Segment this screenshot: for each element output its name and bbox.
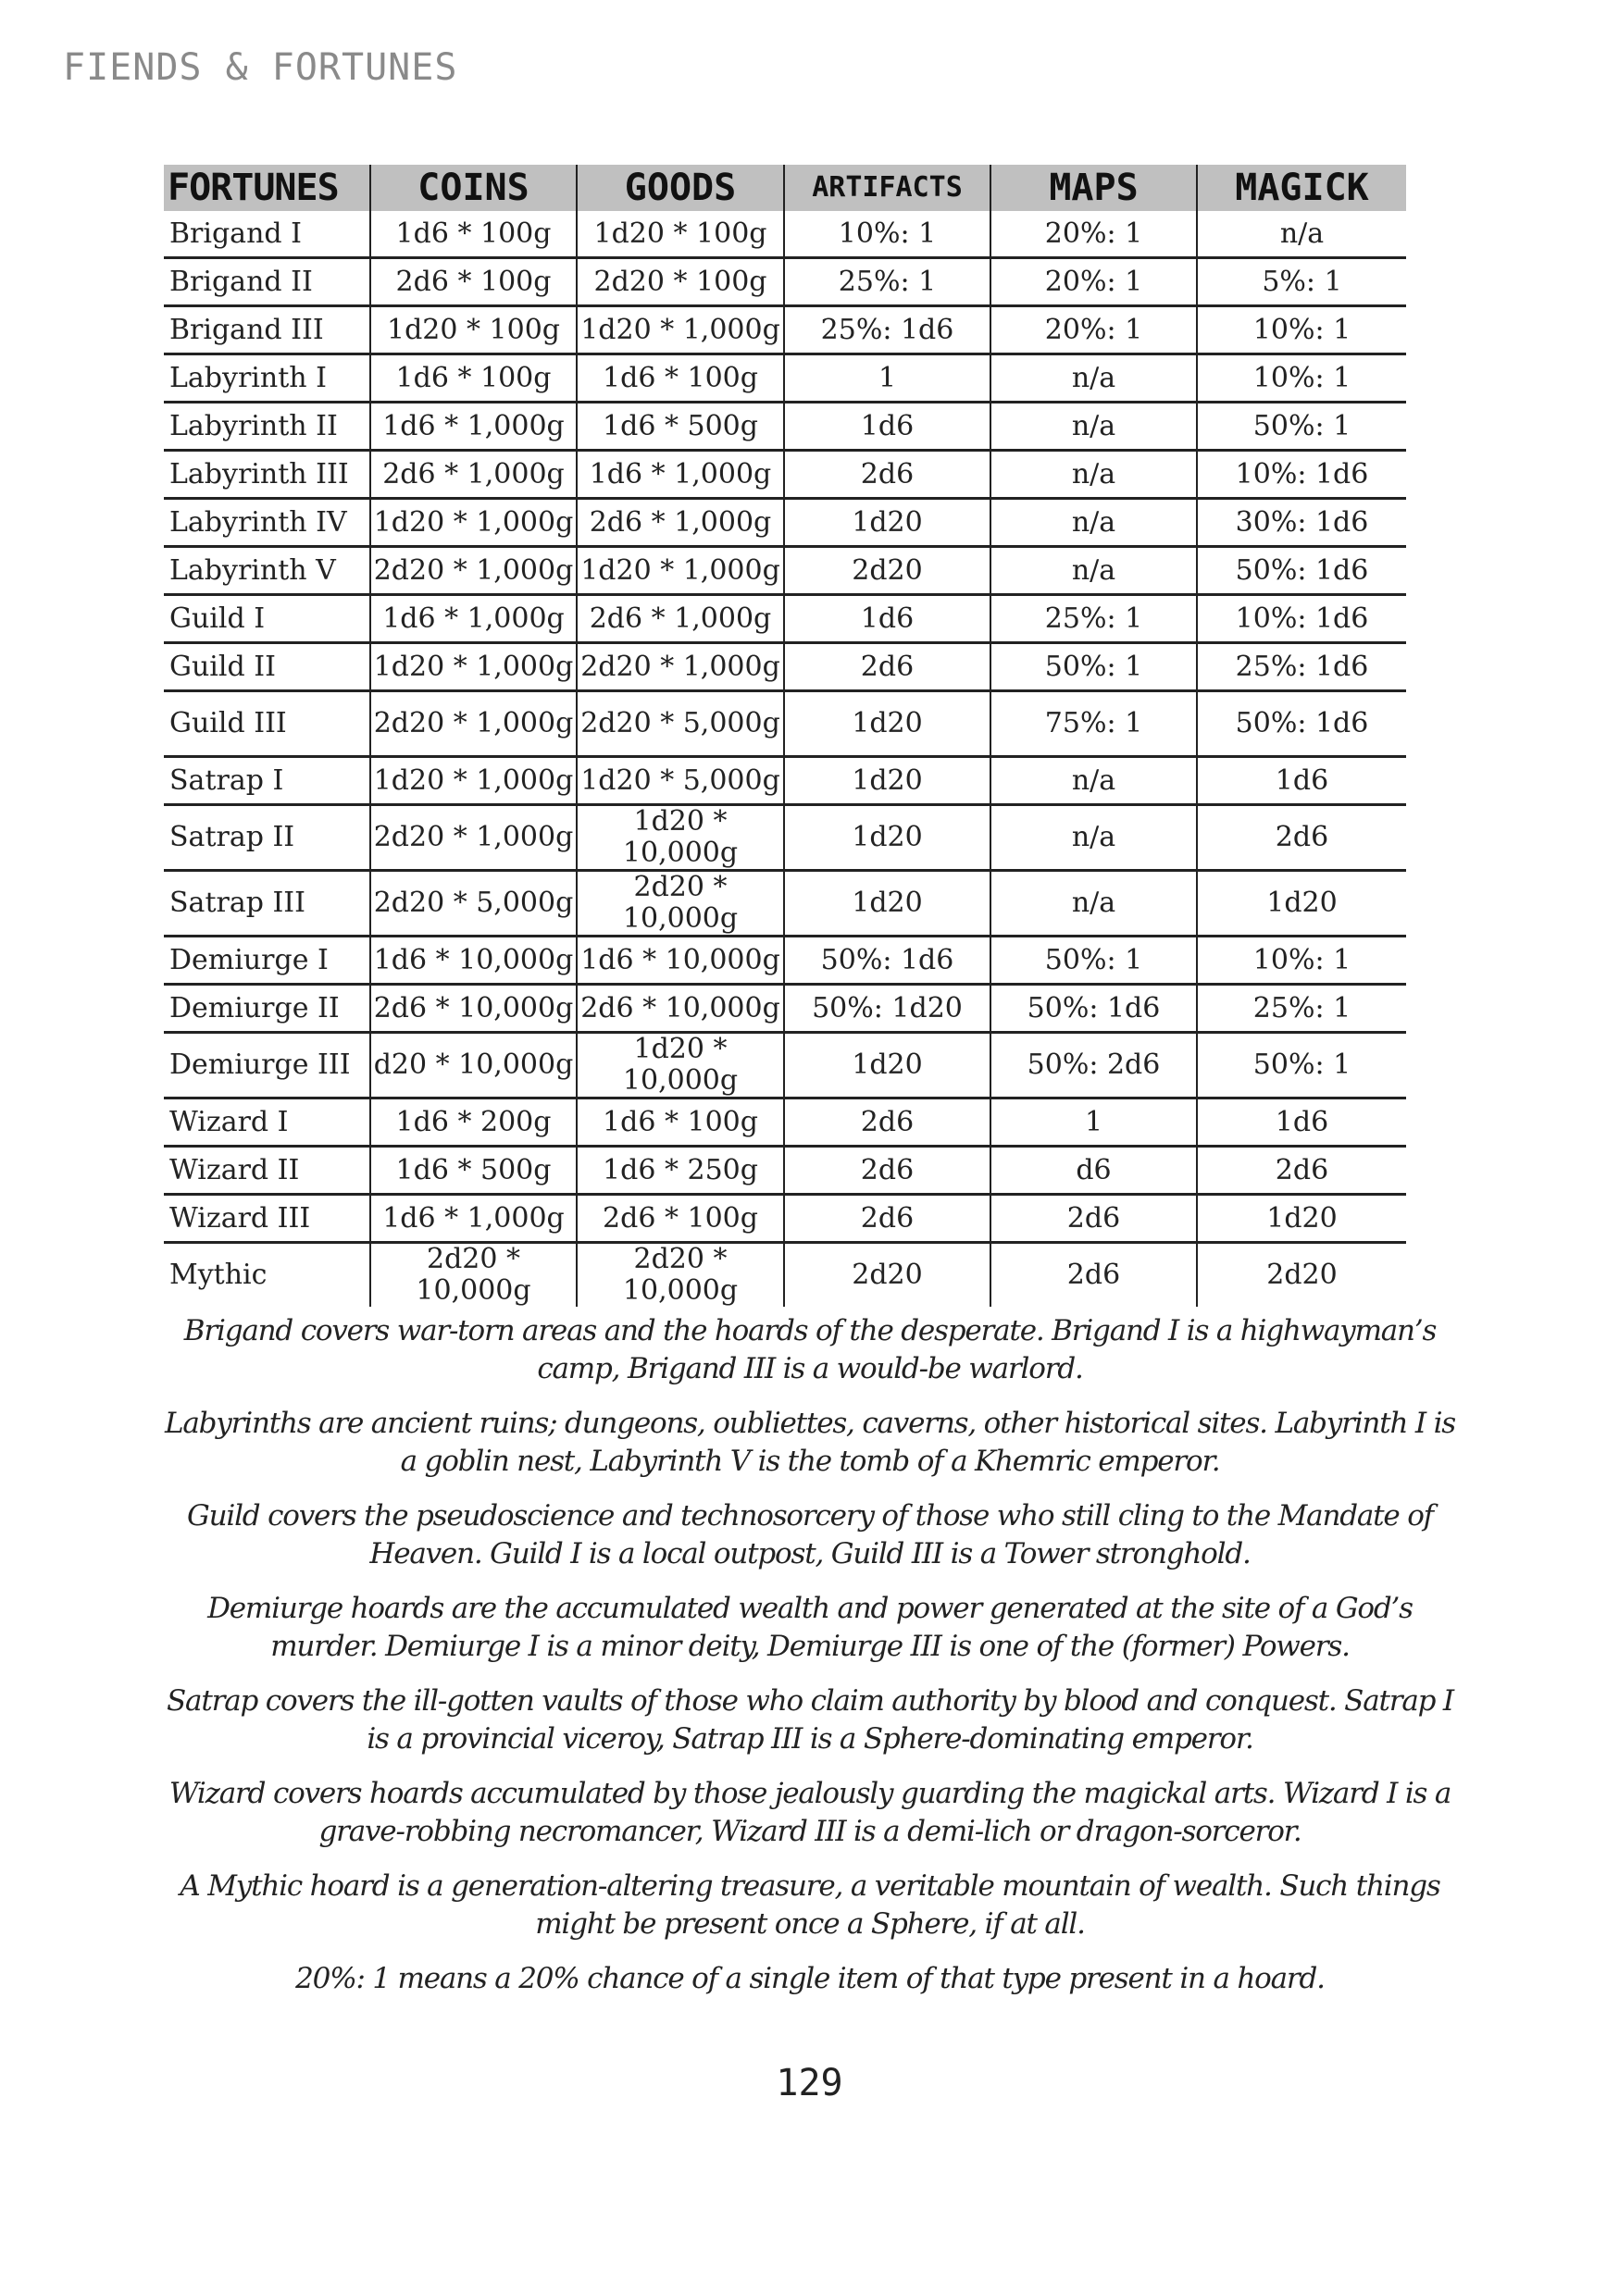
cell-goods: 2d6 * 10,000g (577, 985, 784, 1033)
cell-artifacts: 25%: 1 (784, 258, 990, 306)
cell-fortune-name: Labyrinth V (164, 547, 370, 595)
cell-goods: 1d20 * 10,000g (577, 805, 784, 871)
cell-artifacts: 1d20 (784, 871, 990, 937)
column-header-fortunes: FORTUNES (164, 165, 370, 211)
cell-fortune-name: Demiurge I (164, 937, 370, 985)
cell-fortune-name: Guild I (164, 595, 370, 643)
cell-goods: 2d6 * 1,000g (577, 499, 784, 547)
page-number: 129 (776, 2062, 843, 2104)
cell-magick: 50%: 1 (1197, 1033, 1406, 1098)
cell-maps: 75%: 1 (990, 691, 1197, 757)
table-row (164, 1195, 1406, 1243)
cell-coins: 2d20 * 5,000g (370, 871, 577, 937)
cell-goods: 2d20 * 100g (577, 258, 784, 306)
cell-fortune-name: Brigand III (164, 306, 370, 354)
cell-goods: 2d6 * 100g (577, 1195, 784, 1243)
cell-maps: 2d6 (990, 1243, 1197, 1308)
table-row (164, 985, 1406, 1033)
cell-goods: 1d6 * 1,000g (577, 451, 784, 499)
note-percent-legend: 20%: 1 means a 20% chance of a single item of that type present in a hoard. (295, 1962, 1325, 1995)
table-row (164, 1243, 1406, 1308)
table-row (164, 306, 1406, 354)
cell-magick: 1d6 (1197, 1098, 1406, 1147)
cell-magick: 10%: 1 (1197, 354, 1406, 403)
cell-artifacts: 2d20 (784, 1243, 990, 1308)
note-brigand: Brigand covers war-torn areas and the hoards of the desperate. Brigand I is a highwayman’s camp, Brigand III is a would-be warlord. (183, 1314, 1437, 1385)
cell-fortune-name: Labyrinth III (164, 451, 370, 499)
fortunes-table (164, 165, 1406, 1307)
cell-fortune-name: Wizard II (164, 1147, 370, 1195)
cell-maps: n/a (990, 757, 1197, 805)
cell-artifacts: 50%: 1d20 (784, 985, 990, 1033)
cell-goods: 2d6 * 1,000g (577, 595, 784, 643)
cell-artifacts: 2d6 (784, 1195, 990, 1243)
cell-artifacts: 1d6 (784, 595, 990, 643)
cell-artifacts: 50%: 1d6 (784, 937, 990, 985)
cell-coins: 2d20 * 1,000g (370, 547, 577, 595)
running-head: FIENDS & FORTUNES (63, 46, 458, 89)
note-mythic: A Mythic hoard is a generation-altering treasure, a veritable mountain of wealth. Such things might be present once a Sphere, if at all. (180, 1869, 1440, 1941)
cell-maps: n/a (990, 871, 1197, 937)
cell-fortune-name: Mythic (169, 1259, 268, 1291)
cell-magick: 50%: 1d6 (1197, 547, 1406, 595)
cell-fortune-name: Labyrinth I (164, 354, 370, 403)
table-row (164, 643, 1406, 691)
column-header-magick: MAGICK (1197, 165, 1406, 211)
cell-magick: 25%: 1 (1197, 985, 1406, 1033)
cell-magick: 2d20 (1197, 1243, 1406, 1308)
cell-artifacts: 1d20 (784, 499, 990, 547)
cell-artifacts: 2d6 (784, 643, 990, 691)
cell-artifacts: 1d20 (784, 1033, 990, 1098)
cell-fortune-name: Brigand II (164, 258, 370, 306)
cell-maps: n/a (990, 403, 1197, 451)
cell-fortune-name: Guild III (164, 691, 370, 757)
cell-fortune-name: Brigand I (164, 211, 370, 258)
cell-maps: n/a (990, 354, 1197, 403)
note-wizard: Wizard covers hoards accumulated by those jealously guarding the magickal arts. Wizard I is a grave-robbing necromancer, Wizard III is a demi-lich or dragon-sorceror. (168, 1777, 1451, 1848)
table-row (164, 871, 1406, 937)
cell-coins: 1d6 * 10,000g (370, 937, 577, 985)
cell-fortune-name: Demiurge II (164, 985, 370, 1033)
cell-maps: n/a (990, 805, 1197, 871)
cell-magick: 1d20 (1197, 871, 1406, 937)
cell-goods: 2d20 * 5,000g (577, 691, 784, 757)
cell-magick: 50%: 1d6 (1197, 691, 1406, 757)
cell-coins: 2d6 * 100g (370, 258, 577, 306)
cell-magick: 5%: 1 (1197, 258, 1406, 306)
cell-coins: 1d6 * 1,000g (370, 403, 577, 451)
cell-goods: 1d6 * 10,000g (577, 937, 784, 985)
cell-artifacts: 1 (784, 354, 990, 403)
cell-coins: d20 * 10,000g (370, 1033, 577, 1098)
cell-coins: 2d20 * 10,000g (370, 1243, 577, 1308)
cell-coins: 1d6 * 1,000g (370, 1195, 577, 1243)
cell-magick: 1d6 (1197, 757, 1406, 805)
table-row (164, 547, 1406, 595)
table-row (164, 937, 1406, 985)
cell-maps: d6 (990, 1147, 1197, 1195)
cell-coins: 1d20 * 1,000g (370, 757, 577, 805)
cell-maps: 50%: 2d6 (990, 1033, 1197, 1098)
table-row (164, 499, 1406, 547)
cell-fortune-name: Guild II (164, 643, 370, 691)
table-row (164, 258, 1406, 306)
cell-goods: 1d20 * 1,000g (577, 547, 784, 595)
cell-fortune-name: Labyrinth IV (164, 499, 370, 547)
table-row (164, 451, 1406, 499)
table-row (164, 211, 1406, 258)
cell-coins: 1d20 * 1,000g (370, 643, 577, 691)
table-row (164, 403, 1406, 451)
cell-coins: 1d20 * 100g (370, 306, 577, 354)
cell-coins: 1d6 * 100g (370, 354, 577, 403)
cell-maps: 50%: 1d6 (990, 985, 1197, 1033)
table-row (164, 354, 1406, 403)
cell-artifacts: 1d20 (784, 805, 990, 871)
cell-maps: 50%: 1 (990, 643, 1197, 691)
column-header-goods: GOODS (577, 165, 784, 211)
cell-coins: 2d20 * 1,000g (370, 691, 577, 757)
cell-fortune-name: Labyrinth II (164, 403, 370, 451)
column-header-artifacts: ARTIFACTS (784, 165, 990, 211)
column-header-coins: COINS (370, 165, 577, 211)
note-satrap: Satrap covers the ill-gotten vaults of those who claim authority by blood and conquest. Satrap I is a provincial viceroy, Satrap III is a Sphere-dominating emperor. (167, 1684, 1453, 1756)
cell-artifacts: 1d20 (784, 757, 990, 805)
cell-magick: 10%: 1d6 (1197, 451, 1406, 499)
cell-coins: 2d6 * 10,000g (370, 985, 577, 1033)
cell-maps: n/a (990, 451, 1197, 499)
table-row (164, 1147, 1406, 1195)
cell-fortune-name: Wizard I (164, 1098, 370, 1147)
cell-magick: 1d20 (1197, 1195, 1406, 1243)
cell-fortune-name: Demiurge III (164, 1033, 370, 1098)
cell-coins: 1d6 * 200g (370, 1098, 577, 1147)
cell-fortune-name: Satrap III (164, 871, 370, 937)
cell-artifacts: 2d6 (784, 451, 990, 499)
table-row (164, 595, 1406, 643)
cell-artifacts: 2d6 (784, 1147, 990, 1195)
cell-magick: 2d6 (1197, 805, 1406, 871)
table-row (164, 1098, 1406, 1147)
cell-goods: 1d6 * 250g (577, 1147, 784, 1195)
cell-goods: 2d20 * 10,000g (577, 871, 784, 937)
cell-magick: 2d6 (1197, 1147, 1406, 1195)
note-labyrinth: Labyrinths are ancient ruins; dungeons, oubliettes, caverns, other historical sites. Labyrinth I is a goblin nest, Labyrinth V is the tomb of a Khemric emperor. (165, 1407, 1455, 1478)
cell-artifacts: 1d20 (784, 691, 990, 757)
cell-fortune-name: Satrap I (164, 757, 370, 805)
cell-maps: n/a (990, 547, 1197, 595)
cell-goods: 2d20 * 10,000g (577, 1243, 784, 1308)
cell-goods: 1d20 * 1,000g (577, 306, 784, 354)
column-header-maps: MAPS (990, 165, 1197, 211)
cell-coins: 1d20 * 1,000g (370, 499, 577, 547)
cell-goods: 1d6 * 500g (577, 403, 784, 451)
cell-goods: 1d20 * 5,000g (577, 757, 784, 805)
table-row (164, 1033, 1406, 1098)
cell-maps: 20%: 1 (990, 258, 1197, 306)
cell-artifacts: 10%: 1 (784, 211, 990, 258)
cell-magick: n/a (1197, 211, 1406, 258)
table-row (164, 691, 1406, 757)
cell-coins: 2d20 * 1,000g (370, 805, 577, 871)
cell-maps: 2d6 (990, 1195, 1197, 1243)
cell-maps: 20%: 1 (990, 211, 1197, 258)
cell-maps: n/a (990, 499, 1197, 547)
cell-magick: 10%: 1 (1197, 306, 1406, 354)
cell-goods: 1d20 * 10,000g (577, 1033, 784, 1098)
table-notes (157, 1312, 1463, 2015)
cell-maps: 20%: 1 (990, 306, 1197, 354)
cell-magick: 25%: 1d6 (1197, 643, 1406, 691)
cell-coins: 2d6 * 1,000g (370, 451, 577, 499)
cell-maps: 50%: 1 (990, 937, 1197, 985)
cell-artifacts: 1d6 (784, 403, 990, 451)
cell-coins: 1d6 * 1,000g (370, 595, 577, 643)
cell-fortune-name: Wizard III (164, 1195, 370, 1243)
cell-magick: 10%: 1 (1197, 937, 1406, 985)
cell-artifacts: 2d6 (784, 1098, 990, 1147)
cell-goods: 2d20 * 1,000g (577, 643, 784, 691)
table-row (164, 757, 1406, 805)
cell-magick: 50%: 1 (1197, 403, 1406, 451)
table-header-row (164, 165, 1406, 211)
table-row (164, 805, 1406, 871)
cell-coins: 1d6 * 500g (370, 1147, 577, 1195)
cell-artifacts: 2d20 (784, 547, 990, 595)
note-guild: Guild covers the pseudoscience and technosorcery of those who still cling to the Mandate of Heaven. Guild I is a local outpost, Guild III is a Tower stronghold. (187, 1499, 1433, 1570)
cell-magick: 10%: 1d6 (1197, 595, 1406, 643)
cell-goods: 1d20 * 100g (577, 211, 784, 258)
cell-maps: 25%: 1 (990, 595, 1197, 643)
cell-fortune-name: Satrap II (164, 805, 370, 871)
cell-artifacts: 25%: 1d6 (784, 306, 990, 354)
cell-maps: 1 (990, 1098, 1197, 1147)
cell-coins: 1d6 * 100g (370, 211, 577, 258)
note-demiurge: Demiurge hoards are the accumulated wealth and power generated at the site of a God’s murder. Demiurge I is a minor deity, Demiurge III is one of the (former) Powers. (207, 1592, 1413, 1663)
cell-goods: 1d6 * 100g (577, 354, 784, 403)
cell-magick: 30%: 1d6 (1197, 499, 1406, 547)
cell-goods: 1d6 * 100g (577, 1098, 784, 1147)
